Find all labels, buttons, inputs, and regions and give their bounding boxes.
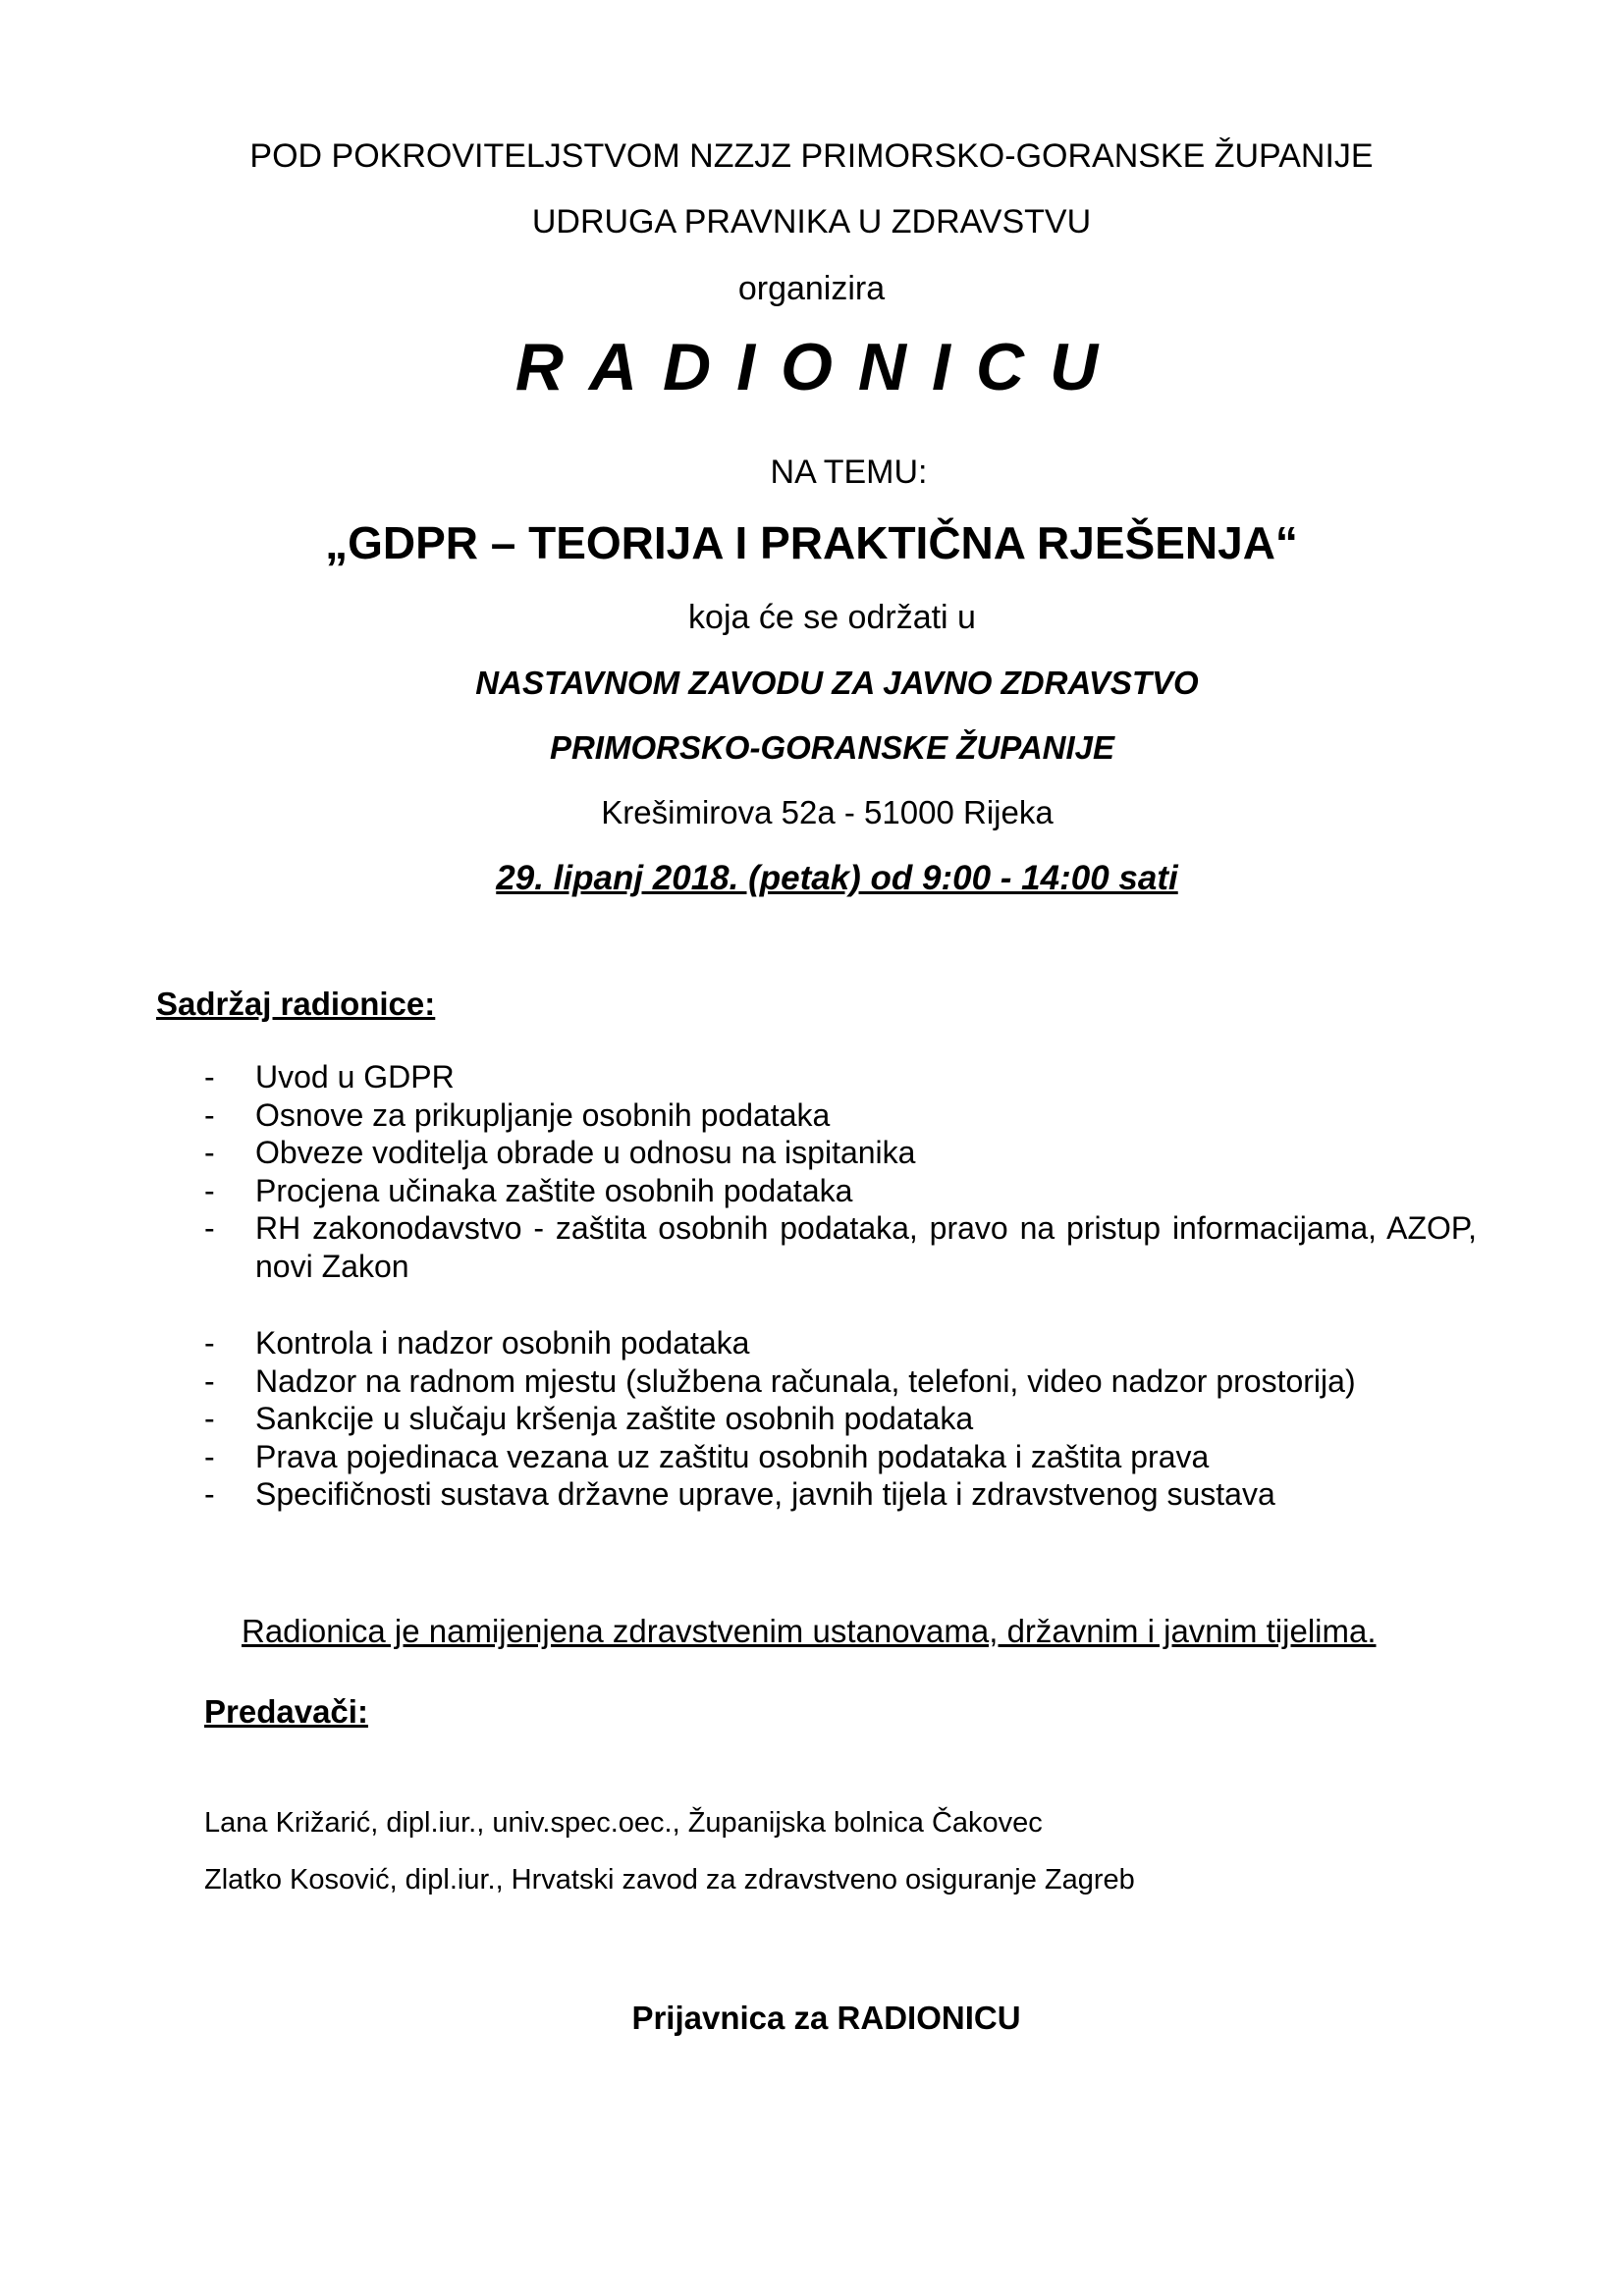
bullet-dash: - bbox=[204, 1476, 215, 1512]
institution-name-line1: NASTAVNOM ZAVODU ZA JAVNO ZDRAVSTVO bbox=[475, 665, 1199, 701]
list-item bbox=[204, 1058, 1477, 1096]
association-name: UDRUGA PRAVNIKA U ZDRAVSTVU bbox=[531, 203, 1092, 240]
page-title: RADIONICU bbox=[514, 330, 1124, 404]
bullet-dash: - bbox=[204, 1210, 215, 1246]
list-item bbox=[204, 1362, 1477, 1401]
bullet-dash: - bbox=[204, 1096, 215, 1133]
list-item bbox=[204, 1134, 1477, 1172]
bullet-dash: - bbox=[204, 1438, 215, 1474]
content-list-2 bbox=[204, 1324, 1477, 1514]
list-item bbox=[204, 1172, 1477, 1210]
list-item-text: Procjena učinaka zaštite osobnih podataka bbox=[255, 1172, 853, 1208]
organizes-text: organizira bbox=[737, 270, 886, 307]
lecturers-heading: Predavači: bbox=[204, 1693, 368, 1730]
bullet-dash: - bbox=[204, 1325, 215, 1361]
list-item-text: Kontrola i nadzor osobnih podataka bbox=[255, 1325, 750, 1361]
list-item bbox=[204, 1400, 1477, 1438]
list-item bbox=[204, 1096, 1477, 1135]
list-item-text: Obveze voditelja obrade u odnosu na ispitanika bbox=[255, 1135, 916, 1170]
on-topic-label: NA TEMU: bbox=[770, 454, 928, 491]
institution-name-line2: PRIMORSKO-GORANSKE ŽUPANIJE bbox=[549, 729, 1115, 766]
content-heading: Sadržaj radionice: bbox=[156, 986, 436, 1022]
content-list-1 bbox=[204, 1058, 1477, 1285]
bullet-dash: - bbox=[204, 1172, 215, 1208]
list-item-text: Uvod u GDPR bbox=[255, 1059, 455, 1095]
lecturer-item: Zlatko Kosović, dipl.iur., Hrvatski zavod za zdravstveno osiguranje Zagreb bbox=[204, 1864, 1135, 1896]
list-item-text: Osnove za prikupljanje osobnih podataka bbox=[255, 1096, 831, 1133]
signup-heading: Prijavnica za RADIONICU bbox=[631, 2000, 1021, 2036]
audience-statement: Radionica je namijenjena zdravstvenim ustanovama, državnim i javnim tijelima. bbox=[242, 1613, 1377, 1649]
event-date: 29. lipanj 2018. (petak) od 9:00 - 14:00 sati bbox=[496, 859, 1178, 897]
institution-address: Krešimirova 52a - 51000 Rijeka bbox=[601, 794, 1054, 830]
bullet-dash: - bbox=[204, 1135, 215, 1170]
list-item bbox=[204, 1209, 1477, 1285]
workshop-topic: „GDPR – TEORIJA I PRAKTIČNA RJEŠENJA“ bbox=[325, 517, 1298, 568]
lecturer-item: Lana Križarić, dipl.iur., univ.spec.oec., Županijska bolnica Čakovec bbox=[204, 1807, 1043, 1839]
list-item bbox=[204, 1438, 1477, 1476]
bullet-dash: - bbox=[204, 1401, 215, 1436]
list-item bbox=[204, 1475, 1477, 1514]
list-item-text: Specifičnosti sustava državne uprave, javnih tijela i zdravstvenog sustava bbox=[255, 1476, 1275, 1512]
bullet-dash: - bbox=[204, 1059, 215, 1095]
bullet-dash: - bbox=[204, 1362, 215, 1399]
list-item bbox=[204, 1324, 1477, 1362]
sponsor-line: POD POKROVITELJSTVOM NZZJZ PRIMORSKO-GORANSKE ŽUPANIJE bbox=[249, 137, 1374, 175]
list-item-text: Nadzor na radnom mjestu (službena računala, telefoni, video nadzor prostorija) bbox=[255, 1362, 1356, 1399]
list-item-text: RH zakonodavstvo - zaštita osobnih podataka, pravo na pristup informacijama, AZOP, novi Zakon bbox=[255, 1210, 1477, 1284]
list-item-text: Prava pojedinaca vezana uz zaštitu osobnih podataka i zaštita prava bbox=[255, 1438, 1210, 1474]
held-at-text: koja će se održati u bbox=[688, 599, 976, 636]
list-item-text: Sankcije u slučaju kršenja zaštite osobnih podataka bbox=[255, 1401, 974, 1436]
